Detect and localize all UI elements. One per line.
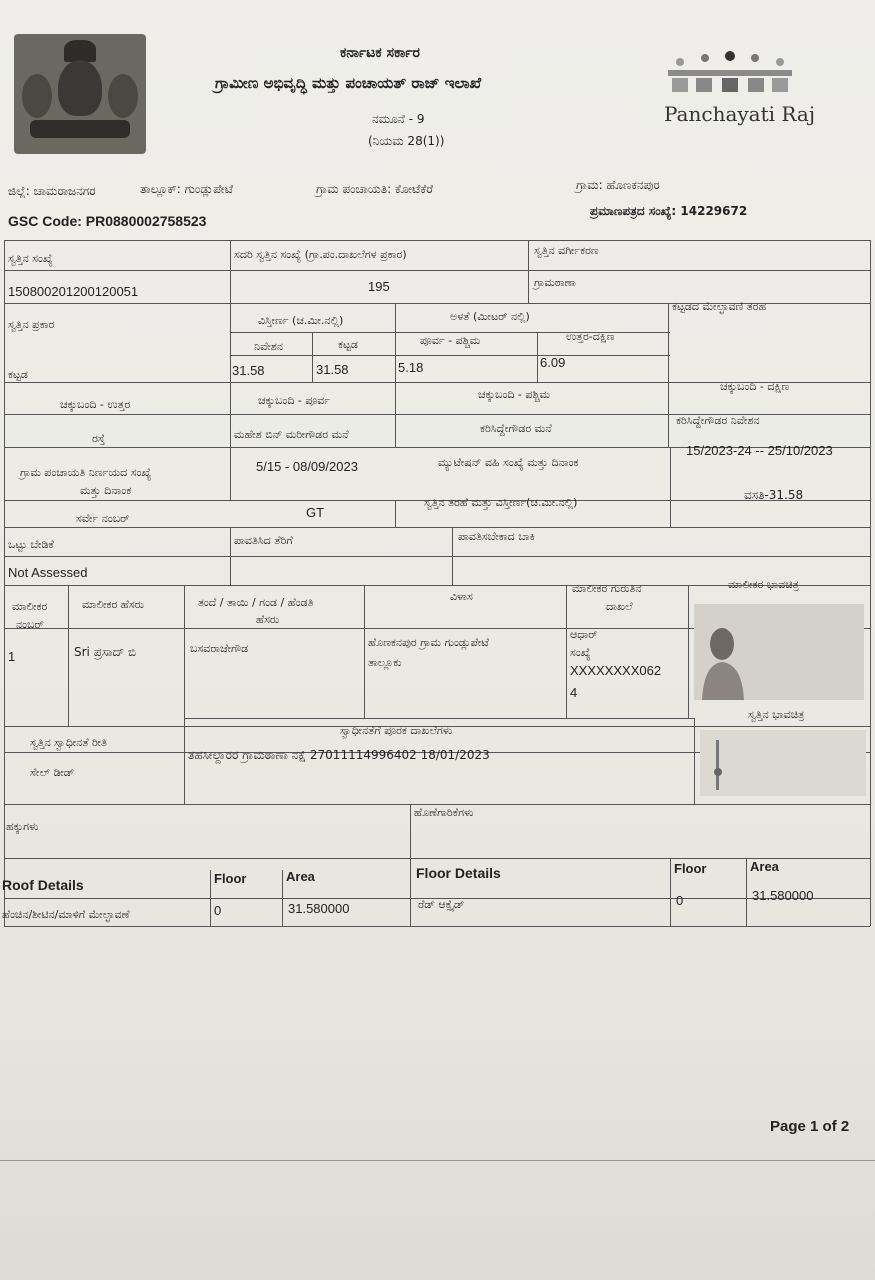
property-type-value: ಕಟ್ಟಡ (8, 368, 28, 381)
owner-relation: ಬಸವರಾಜೇಗೌಡ (190, 642, 249, 655)
govt-title: ಕರ್ನಾಟಕ ಸರ್ಕಾರ (340, 45, 420, 61)
owner-id-3: XXXXXXXX062 (570, 663, 662, 678)
dept-title: ಗ್ರಾಮೀಣ ಅಭಿವೃದ್ಧಿ ಮತ್ತು ಪಂಚಾಯತ್ ರಾಜ್ ಇಲಾಖೆ (215, 74, 482, 92)
roof-type-label: ಕಟ್ಟಡದ ಮೇಲ್ಛಾವಣಿ ತರಹ (672, 300, 767, 313)
owner-name-label: ಮಾಲೀಕರ ಹೆಸರು (82, 598, 145, 611)
rights-label: ಹಕ್ಕುಗಳು (6, 820, 39, 833)
area-label: ವಿಸ್ತೀರ್ಣ (ಚ.ಮೀ.ನಲ್ಲಿ) (258, 314, 344, 327)
village: ಗ್ರಾಮ: ಹೊಣಕನಪುರ (576, 178, 660, 192)
site-label: ನಿವೇಶನ (254, 340, 283, 353)
possession-docs-label: ಸ್ವಾಧೀನತೆಗೆ ಪೂರಕ ದಾಖಲೆಗಳು (340, 724, 453, 737)
floor-type-value: ರೆಡ್ ಆಕ್ಸೈಡ್ (418, 898, 465, 911)
liabilities-label: ಹೊಣೆಗಾರಿಕೆಗಳು (414, 806, 474, 819)
property-id-label: ಸ್ವತ್ತಿನ ಸಂಖ್ಯೆ (8, 252, 53, 265)
owner-id-4: 4 (570, 685, 578, 700)
south-boundary-label: ಚಕ್ಕುಬಂದಿ - ದಕ್ಷಿಣ (720, 380, 790, 393)
form-number: ನಮೂನೆ - 9 (372, 112, 425, 126)
footer-line (0, 1160, 875, 1161)
east-boundary-label: ಚಕ್ಕುಬಂದಿ - ಪೂರ್ವ (258, 394, 331, 407)
owner-photo-label: ಮಾಲೀಕರ ಭಾವಚಿತ್ರ (728, 578, 799, 591)
grid-line (4, 240, 870, 241)
panchayati-raj-logo-icon (660, 48, 800, 98)
mutation-value: 15/2023-24 -- 25/10/2023 (686, 443, 833, 458)
mutation-label: ಮ್ಯುಟೇಷನ್ ವಹಿ ಸಂಖ್ಯೆ ಮತ್ತು ದಿನಾಂಕ (438, 456, 579, 469)
taluk: ತಾಲ್ಲೂಕ್: ಗುಂಡ್ಲುಪೇಟೆ (140, 182, 234, 196)
resolution-label-2: ಮತ್ತು ದಿನಾಂಕ (80, 484, 132, 497)
not-assessed-value: Not Assessed (8, 565, 88, 580)
owner-address-2: ತಾಲ್ಲೂಕು (368, 656, 402, 669)
gp-property-id-label: ಸದರಿ ಸ್ವತ್ತಿನ ಸಂಖ್ಯೆ (ಗ್ರಾ.ಪಂ.ದಾಖಲೆಗಳ ಪ್ರಕಾರ) (234, 248, 407, 261)
floor-area-label: Area (750, 859, 779, 874)
owner-id-2: ಸಂಖ್ಯೆ (570, 646, 591, 659)
survey-number-value: GT (306, 505, 325, 520)
property-id-value: 150800201200120051 (8, 284, 139, 299)
owner-number: 1 (8, 649, 16, 664)
building-area-value: 31.58 (316, 362, 349, 377)
relation-label-1: ತಂದೆ / ತಾಯಿ / ಗಂಡ / ಹೆಂಡತಿ (198, 596, 314, 609)
due-label: ಪಾವತಿಸಬೇಕಾದ ಬಾಕಿ (458, 530, 535, 543)
resolution-label-1: ಗ್ರಾಮ ಪಂಚಾಯತಿ ನಿರ್ಣಯದ ಸಂಖ್ಯೆ (20, 466, 152, 479)
total-demand-label: ಒಟ್ಟು ಬೇಡಿಕೆ (8, 538, 54, 551)
site-area-value: 31.58 (232, 363, 265, 378)
owner-no-label-2: ನಂಬರ್ (16, 618, 44, 631)
east-boundary-value: ಮಹೇಶ ಬಿನ್ ಮರೀಗೌಡರ ಮನೆ (234, 428, 349, 441)
owner-no-label-1: ಮಾಲೀಕರ (12, 600, 48, 613)
property-photo-label: ಸ್ವತ್ತಿನ ಭಾವಚಿತ್ರ (748, 708, 805, 721)
survey-number-label: ಸರ್ವೇ ನಂಬರ್ (76, 512, 130, 525)
id-proof-label-1: ಮಾಲೀಕರ ಗುರುತಿನ (572, 582, 642, 595)
owner-address-1: ಹೊಣಕನಪುರ ಗ್ರಾಮ ಗುಂಡ್ಲುಪೇಟೆ (368, 636, 489, 649)
ns-label: ಉತ್ತರ-ದಕ್ಷಿಣ (566, 330, 615, 343)
karnataka-emblem-icon (14, 34, 146, 154)
owner-photo (694, 604, 864, 700)
building-label: ಕಟ್ಟಡ (338, 338, 358, 351)
roof-floor-value: 0 (214, 903, 222, 918)
roof-details-title: Roof Details (2, 877, 84, 893)
ew-value: 5.18 (398, 360, 424, 375)
gsc-code: GSC Code: PR0880002758523 (8, 213, 207, 229)
address-label: ವಿಳಾಸ (450, 590, 473, 603)
west-boundary-value: ಕರಿಸಿದ್ದೇಗೌಡರ ಮನೆ (480, 422, 552, 435)
ew-label: ಪೂರ್ವ - ಪಶ್ಚಿಮ (420, 334, 481, 347)
roof-area-label: Area (286, 869, 315, 884)
paid-tax-label: ಪಾವತಿಸಿದ ತೆರಿಗೆ (234, 534, 293, 547)
district: ಜಿಲ್ಲೆ: ಚಾಮರಾಜನಗರ (8, 184, 96, 198)
rule-number: (ನಿಯಮ 28(1)) (368, 134, 445, 148)
page-number: Page 1 of 2 (770, 1118, 850, 1135)
west-boundary-label: ಚಕ್ಕುಬಂದಿ - ಪಶ್ಚಿಮ (478, 388, 551, 401)
owner-name: Sri ಪ್ರಸಾದ್ ಬಿ (74, 645, 137, 659)
logo-text: Panchayati Raj (664, 102, 816, 126)
floor-floor-label: Floor (674, 861, 707, 876)
roof-area-value: 31.580000 (288, 901, 350, 916)
roof-floor-label: Floor (214, 871, 247, 886)
north-boundary-value: ರಸ್ತೆ (92, 432, 106, 445)
gram-panchayat: ಗ್ರಾಮ ಪಂಚಾಯತಿ: ಕೋಟೆಕೆರೆ (316, 182, 434, 196)
ns-value: 6.09 (540, 355, 566, 370)
relation-label-2: ಹೆಸರು (256, 613, 280, 626)
certificate-number: ಪ್ರಮಾಣಪತ್ರದ ಸಂಖ್ಯೆ: 14229672 (590, 204, 748, 218)
floor-details-title: Floor Details (416, 865, 501, 881)
property-photo (700, 730, 866, 796)
possession-mode-label: ಸ್ವತ್ತಿನ ಸ್ವಾಧೀನತೆ ರೀತಿ (30, 736, 107, 749)
dims-label: ಅಳತೆ (ಮೀಟರ್ ನಲ್ಲಿ) (450, 310, 530, 323)
id-proof-label-2: ದಾಖಲೆ (606, 600, 633, 613)
gp-property-id-value: 195 (368, 279, 390, 294)
property-type-label: ಸ್ವತ್ತಿನ ಪ್ರಕಾರ (8, 318, 55, 331)
floor-area-value: 31.580000 (752, 888, 814, 903)
floor-floor-value: 0 (676, 893, 684, 908)
possession-docs-value: ತಹಸೀಲ್ದಾರರ ಗ್ರಾಮಠಾಣಾ ನಕ್ಷೆ 27011114996402 18/01/2023 (188, 748, 490, 762)
type-area-value: ವಸತಿ-31.58 (744, 488, 804, 502)
type-area-label: ಸ್ವತ್ತಿನ ತರಹೆ ಮತ್ತು ವಿಸ್ತೀರ್ಣ(ಚ.ಮೀ.ನಲ್ಲಿ) (424, 496, 578, 509)
north-boundary-label: ಚಕ್ಕುಬಂದಿ - ಉತ್ತರ (60, 398, 131, 411)
property-class-value: ಗ್ರಾಮಠಾಣಾ (534, 276, 576, 289)
south-boundary-value: ಕರಿಸಿದ್ದೇಗೌಡರ ನಿವೇಶನ (676, 414, 760, 427)
roof-type-value: ಹೆಂಚಿನ/ಶೀಟಿನ/ಮಾಳಿಗೆ ಮೇಲ್ಛಾವಣೆ (2, 908, 130, 921)
possession-mode-value: ಸೇಲ್ ಡೀಡ್ (30, 766, 75, 779)
owner-id-1: ಆಧಾರ್ (570, 628, 598, 641)
property-class-label: ಸ್ವತ್ತಿನ ವರ್ಗೀಕರಣ (534, 244, 599, 257)
resolution-value: 5/15 - 08/09/2023 (256, 459, 358, 474)
